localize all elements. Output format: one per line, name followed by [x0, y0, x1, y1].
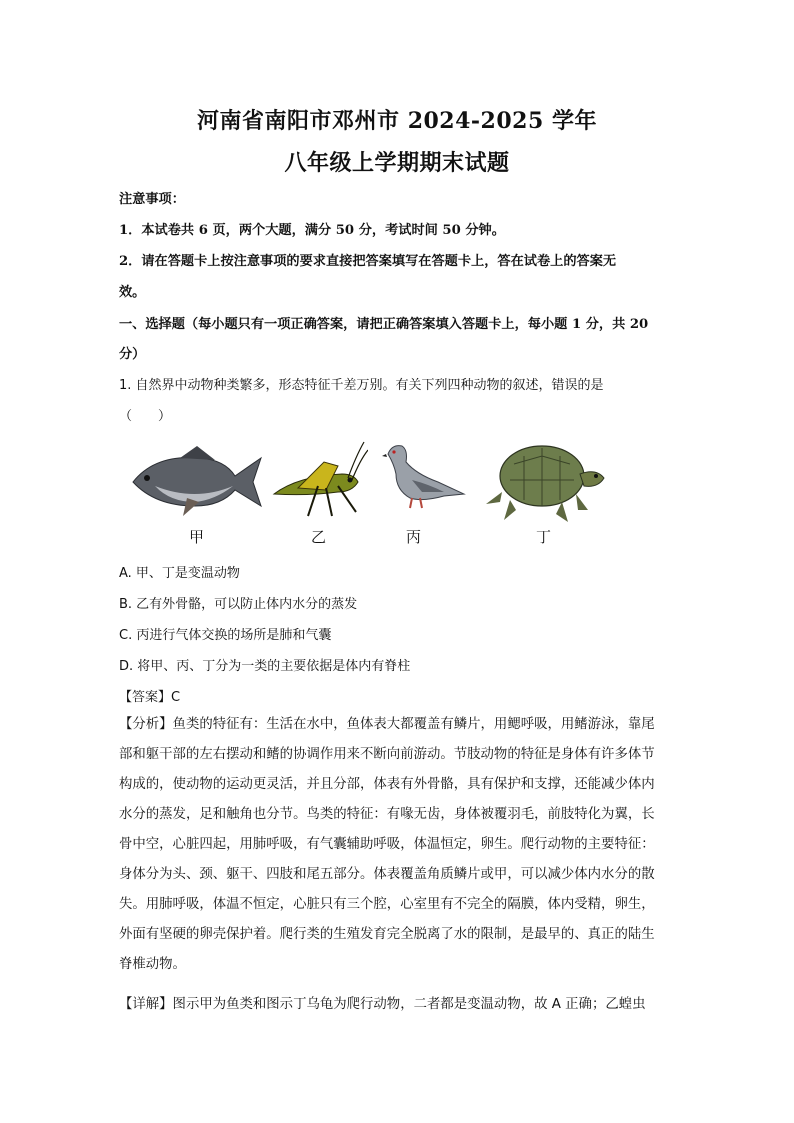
- notice-item-2-cont: 效。: [119, 285, 146, 300]
- section-heading: 一、选择题（每小题只有一项正确答案，请把正确答案填入答题卡上，每小题 1 分，共 20: [119, 317, 649, 332]
- option-a: A. 甲、丁是变温动物: [119, 566, 240, 581]
- analysis-line: 身体分为头、颈、躯干、四肢和尾五部分。体表覆盖角质鳞片或甲，可以减少体内水分的散: [119, 867, 655, 882]
- analysis-line: 构成的，使动物的运动更灵活，并且分部，体表有外骨骼，具有保护和支撑，还能减少体内: [119, 777, 655, 792]
- option-b: B. 乙有外骨骼，可以防止体内水分的蒸发: [119, 597, 358, 612]
- turtle-image: [480, 434, 610, 524]
- question-stem: 1. 自然界中动物种类繁多，形态特征千差万别。有关下列四种动物的叙述，错误的是: [119, 378, 604, 393]
- label-yi: 乙: [311, 528, 327, 546]
- detail-line: 【详解】图示甲为鱼类和图示丁乌龟为爬行动物，二者都是变温动物，故 A 正确；乙蝗虫: [119, 997, 646, 1012]
- section-heading-cont: 分）: [119, 347, 146, 362]
- label-ding: 丁: [536, 528, 552, 546]
- pigeon-image: [382, 440, 466, 510]
- answer: 【答案】C: [119, 690, 181, 705]
- option-d: D. 将甲、丙、丁分为一类的主要依据是体内有脊柱: [119, 659, 411, 674]
- analysis-line: 失。用肺呼吸，体温不恒定，心脏只有三个腔，心室里有不完全的隔膜，体内受精，卵生，: [119, 897, 655, 912]
- analysis-line: 部和躯干部的左右摆动和鳍的协调作用来不断向前游动。节肢动物的特征是身体有许多体节: [119, 747, 655, 762]
- notice-item-1: 1．本试卷共 6 页，两个大题，满分 50 分，考试时间 50 分钟。: [119, 223, 505, 238]
- analysis-line: 【分析】鱼类的特征有：生活在水中，鱼体表大都覆盖有鳞片，用鳃呼吸，用鳍游泳，靠尾: [119, 717, 655, 732]
- notice-item-2: 2．请在答题卡上按注意事项的要求直接把答案填写在答题卡上，答在试卷上的答案无: [119, 254, 617, 269]
- analysis-line: 脊椎动物。: [119, 957, 186, 972]
- analysis-paragraph: [119, 710, 677, 980]
- label-jia: 甲: [189, 528, 205, 546]
- exam-subtitle: 八年级上学期期末试题: [284, 150, 510, 176]
- option-c: C. 丙进行气体交换的场所是肺和气囊: [119, 628, 332, 643]
- exam-title: 河南省南阳市邓州市 2024-2025 学年: [197, 108, 597, 134]
- notice-heading: 注意事项：: [119, 192, 185, 207]
- fish-image: [125, 440, 265, 520]
- detail-paragraph: [119, 990, 677, 1020]
- label-bing: 丙: [406, 528, 422, 546]
- analysis-line: 外面有坚硬的卵壳保护着。爬行类的生殖发育完全脱离了水的限制，是最早的、真正的陆生: [119, 927, 655, 942]
- analysis-line: 骨中空，心脏四起，用肺呼吸，有气囊辅助呼吸，体温恒定，卵生。爬行动物的主要特征：: [119, 837, 655, 852]
- question-blank: （ ）: [119, 409, 172, 424]
- grasshopper-image: [268, 436, 368, 520]
- analysis-line: 水分的蒸发，足和触角也分节。鸟类的特征：有喙无齿，身体被覆羽毛，前肢特化为翼，长: [119, 807, 655, 822]
